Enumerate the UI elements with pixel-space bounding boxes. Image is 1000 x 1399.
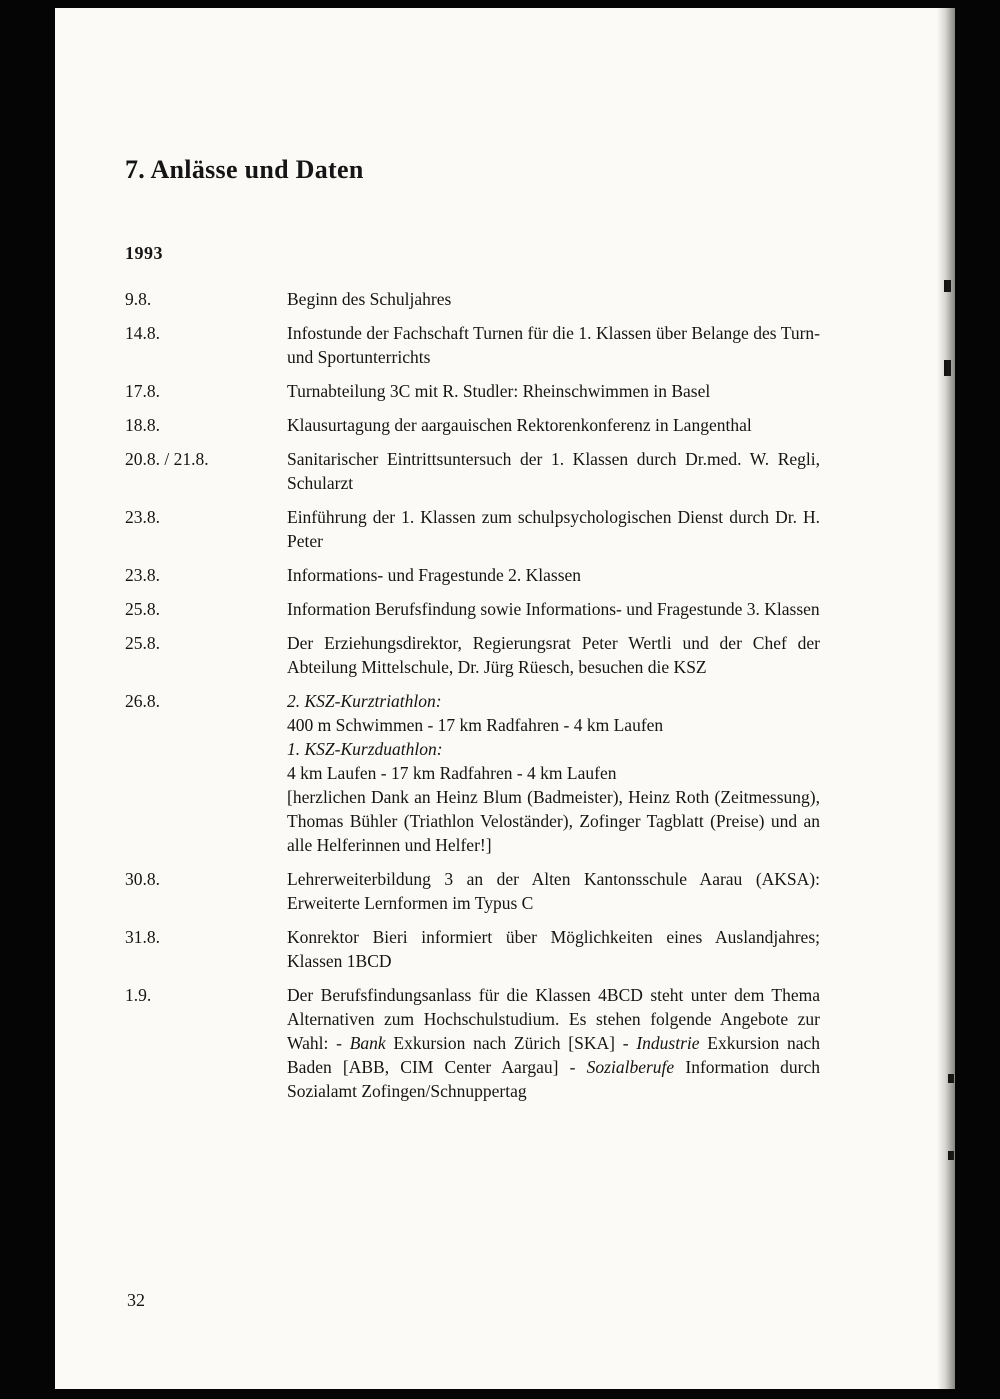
document-page — [55, 8, 955, 1389]
event-row — [125, 631, 820, 679]
event-row — [125, 505, 820, 553]
event-text: 2. KSZ-Kurztriathlon: 400 m Schwimmen - 17 km Radfahren - 4 km Laufen 1. KSZ-Kurzduathlon: 4 km Laufen - 17 km Radfahren - 4 km Laufen [herzlichen Dank an Heinz Blum (Badmeister), Heinz Roth (Zeitmessung), Thomas Bühler (Triathlon Veloständer), Zofinger Tagblatt (Preise) und an alle Helferinnen und Helfer!] — [287, 691, 820, 855]
event-text: Der Erziehungsdirektor, Regierungsrat Peter Wertli und der Chef der Abteilung Mittelschule, Dr. Jürg Rüesch, besuchen die KSZ — [287, 633, 820, 677]
event-date: 31.8. — [125, 927, 160, 947]
event-row — [125, 563, 820, 587]
event-text: Der Berufsfindungsanlass für die Klassen 4BCD steht unter dem Thema Alternativen zum Hochschulstudium. Es stehen folgende Angebote zur Wahl: - Bank Exkursion nach Zürich [SKA] - Industrie Exkursion nach Baden [ABB, CIM Center Aargau] - Sozialberufe Information durch Sozialamt Zofingen/Schnuppertag — [287, 985, 820, 1101]
event-date: 26.8. — [125, 691, 160, 711]
event-text: Lehrerweiterbildung 3 an der Alten Kantonsschule Aarau (AKSA): Erweiterte Lernformen im Typus C — [287, 869, 820, 913]
year-heading: 1993 — [125, 243, 163, 263]
event-date: 30.8. — [125, 869, 160, 889]
event-row — [125, 983, 820, 1103]
event-row — [125, 867, 820, 915]
event-row — [125, 689, 820, 857]
event-date: 20.8. / 21.8. — [125, 449, 209, 469]
event-text: Infostunde der Fachschaft Turnen für die 1. Klassen über Belange des Turn- und Sportunterrichts — [287, 323, 820, 367]
event-text: Information Berufsfindung sowie Informations- und Fragestunde 3. Klassen — [287, 599, 820, 619]
page-content — [125, 8, 820, 1113]
event-text: Konrektor Bieri informiert über Möglichkeiten eines Auslandjahres; Klassen 1BCD — [287, 927, 820, 971]
page-edge-shadow — [937, 8, 955, 1389]
event-date: 25.8. — [125, 599, 160, 619]
event-row — [125, 597, 820, 621]
event-row — [125, 287, 820, 311]
event-date: 1.9. — [125, 985, 152, 1005]
events-list — [125, 287, 820, 1103]
page-title: 7. Anlässe und Daten — [125, 155, 364, 184]
event-text: Informations- und Fragestunde 2. Klassen — [287, 565, 582, 585]
event-date: 17.8. — [125, 381, 160, 401]
event-text: Beginn des Schuljahres — [287, 289, 452, 309]
event-row — [125, 379, 820, 403]
event-date: 14.8. — [125, 323, 160, 343]
page-number: 32 — [127, 1290, 145, 1310]
event-text: Einführung der 1. Klassen zum schulpsychologischen Dienst durch Dr. H. Peter — [287, 507, 820, 551]
event-date: 9.8. — [125, 289, 152, 309]
event-row — [125, 413, 820, 437]
event-text: Turnabteilung 3C mit R. Studler: Rheinschwimmen in Basel — [287, 381, 711, 401]
event-date: 23.8. — [125, 565, 160, 585]
event-date: 25.8. — [125, 633, 160, 653]
event-row — [125, 447, 820, 495]
event-row — [125, 925, 820, 973]
event-date: 18.8. — [125, 415, 160, 435]
event-text: Sanitarischer Eintrittsuntersuch der 1. Klassen durch Dr.med. W. Regli, Schularzt — [287, 449, 820, 493]
event-text: Klausurtagung der aargauischen Rektorenkonferenz in Langenthal — [287, 415, 752, 435]
event-date: 23.8. — [125, 507, 160, 527]
event-row — [125, 321, 820, 369]
